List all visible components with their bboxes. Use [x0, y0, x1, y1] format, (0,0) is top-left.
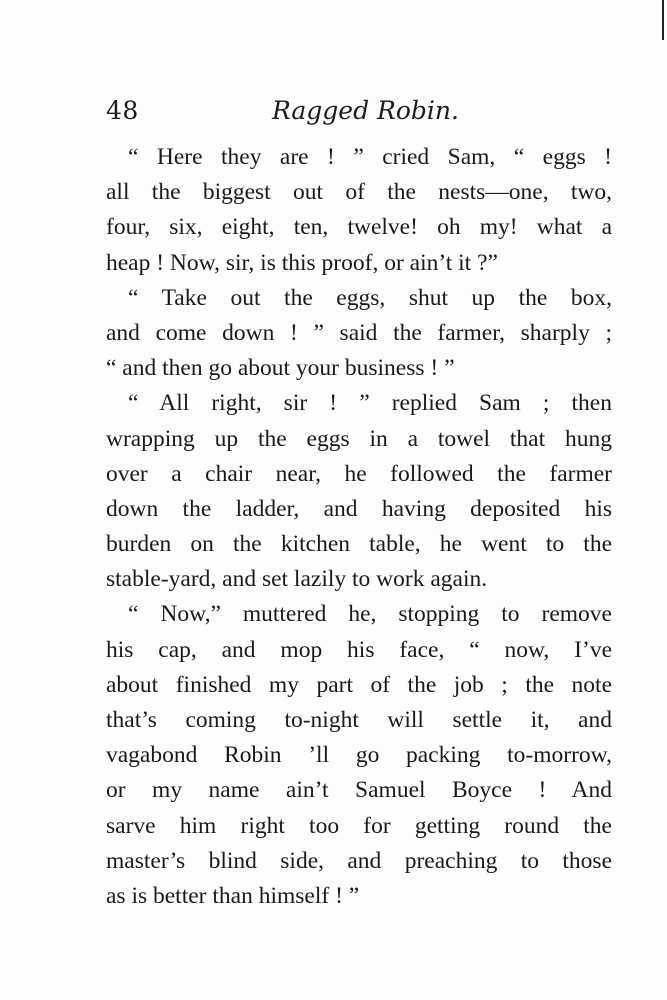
- running-title: Ragged Robin.: [272, 96, 459, 125]
- text-line: heap ! Now, sir, is this proof, or ain’t it ?”: [106, 249, 498, 276]
- text-line: vagabond Robin ’ll go packing to-morrow,: [106, 742, 612, 769]
- text-line: over a chair near, he followed the farmer: [106, 460, 612, 487]
- text-line: or my name ain’t Samuel Boyce ! And: [106, 777, 612, 804]
- text-line: stable-yard, and set lazily to work again.: [106, 566, 488, 593]
- text-line: “ All right, sir ! ” replied Sam ; then: [128, 390, 612, 417]
- text-line: wrapping up the eggs in a towel that hung: [106, 425, 612, 452]
- text-line: burden on the kitchen table, he went to the: [106, 531, 612, 558]
- page-header: [106, 96, 612, 136]
- text-line: and come down ! ” said the farmer, sharply ;: [106, 319, 612, 346]
- text-line: down the ladder, and having deposited his: [106, 495, 612, 522]
- text-line: “ Take out the eggs, shut up the box,: [128, 284, 612, 311]
- text-line: “ Here they are ! ” cried Sam, “ eggs !: [128, 144, 612, 170]
- text-line: as is better than himself ! ”: [106, 882, 360, 909]
- text-line: four, six, eight, ten, twelve! oh my! what a: [106, 214, 612, 241]
- text-line: “ Now,” muttered he, stopping to remove: [128, 601, 612, 628]
- page-number: 48: [106, 96, 139, 125]
- text-line: master’s blind side, and preaching to those: [106, 847, 612, 874]
- text-line: all the biggest out of the nests—one, two,: [106, 179, 612, 206]
- text-line: that’s coming to-night will settle it, and: [106, 707, 612, 733]
- page-edge-rule: [662, 0, 664, 40]
- body-text: [106, 140, 612, 914]
- text-line: about finished my part of the job ; the note: [106, 671, 612, 698]
- text-line: sarve him right too for getting round the: [106, 812, 612, 839]
- text-line: his cap, and mop his face, “ now, I’ve: [106, 636, 612, 663]
- text-line: “ and then go about your business ! ”: [106, 355, 455, 382]
